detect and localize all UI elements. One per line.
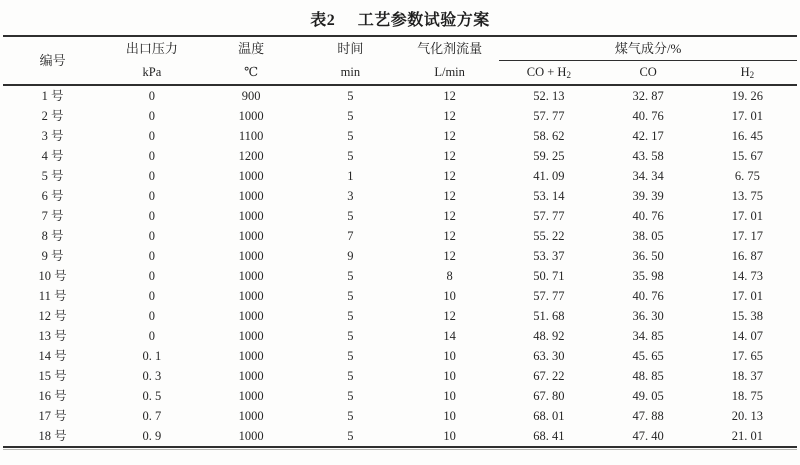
table-cell: 0 [148,129,155,143]
row-id-cell: 18 号 [38,429,67,443]
table-cell: 12 [443,209,456,223]
table-cell: 1000 [238,269,264,283]
table-cell: 40. 76 [632,209,664,223]
table-cell: 34. 85 [632,329,664,343]
table-row [3,266,797,286]
row-id-cell: 12 号 [38,309,67,323]
table-cell: 0 [148,309,155,323]
table-cell: 51. 68 [533,309,565,323]
header-unit-min: min [340,64,361,79]
table-cell: 0 [148,289,155,303]
table-cell: 1000 [238,249,264,263]
header-h2-sub: 2 [749,70,755,80]
table-cell: 12 [443,149,456,163]
table-cell: 0 [148,249,155,263]
table-cell: 5 [347,389,354,403]
table-cell: 1000 [238,109,264,123]
table-cell: 40. 76 [632,109,664,123]
table-cell: 17. 01 [731,289,763,303]
row-id-cell: 4 号 [41,149,64,163]
table-cell: 17. 01 [731,109,763,123]
table-row [3,366,797,386]
table-cell: 5 [347,89,354,103]
table-cell: 57. 77 [533,209,565,223]
table-cell: 55. 22 [533,229,565,243]
table-row [3,186,797,206]
table-cell: 5 [347,349,354,363]
table-cell: 12 [443,109,456,123]
row-id-cell: 5 号 [41,169,64,183]
table-cell: 43. 58 [632,149,664,163]
table-cell: 0 [148,269,155,283]
table-cell: 0 [148,169,155,183]
table-cell: 14 [443,329,456,343]
header-name-row [3,36,797,61]
table-title-text: 工艺参数试验方案 [357,12,490,29]
table-cell: 12 [443,89,456,103]
table-cell: 5 [347,429,354,443]
table-cell: 1000 [238,429,264,443]
table-cell: 14. 07 [731,329,763,343]
table-cell: 15. 67 [731,149,763,163]
table-row [3,306,797,326]
table-cell: 1000 [238,409,264,423]
table-cell: 0 [148,209,155,223]
table-cell: 53. 14 [533,189,565,203]
table-cell: 1000 [238,329,264,343]
table-cell: 18. 75 [731,389,763,403]
table-row [3,346,797,366]
header-gasifier-flow: 气化剂流量 [417,41,483,57]
table-cell: 5 [347,149,354,163]
table-cell: 32. 87 [632,89,664,103]
table-row [3,246,797,266]
table-cell: 1000 [238,229,264,243]
table-cell: 6. 75 [734,169,760,183]
table-row [3,106,797,126]
table-cell: 900 [241,89,261,103]
table-cell: 36. 30 [632,309,664,323]
table-cell: 9 [347,249,354,263]
table-cell: 19. 26 [731,89,763,103]
header-unit-lmin: L/min [434,64,465,79]
table-cell: 35. 98 [632,269,664,283]
header-co-h2-sub: 2 [566,70,571,80]
table-cell: 1000 [238,369,264,383]
table-row [3,226,797,246]
bottom-rule-echo [3,449,797,450]
row-id-cell: 9 号 [41,249,64,263]
table-cell: 17. 65 [731,349,763,363]
table-row [3,386,797,406]
table-cell: 1000 [238,209,264,223]
table-cell: 0. 1 [142,349,162,363]
table-cell: 41. 09 [533,169,565,183]
table-row [3,146,797,166]
table-cell: 0 [148,329,155,343]
header-unit-row [3,61,797,86]
table-title [0,0,800,33]
table-cell: 58. 62 [533,129,565,143]
header-co-h2 [499,61,598,86]
table-cell: 59. 25 [533,149,565,163]
table-cell: 5 [347,129,354,143]
table-cell: 10 [443,429,456,443]
table-cell: 67. 22 [533,369,565,383]
table-cell: 12 [443,229,456,243]
table-cell: 1000 [238,349,264,363]
row-id-cell: 13 号 [38,329,67,343]
table-cell: 5 [347,369,354,383]
table-cell: 10 [443,289,456,303]
table-cell: 7 [347,229,354,243]
table-cell: 0 [148,89,155,103]
table-cell: 1000 [238,389,264,403]
header-id: 编号 [39,53,66,68]
table-cell: 0 [148,229,155,243]
table-cell: 12 [443,189,456,203]
table-cell: 10 [443,369,456,383]
table-cell: 1000 [238,289,264,303]
table-cell: 12 [443,129,456,143]
table-cell: 1200 [238,149,264,163]
table-cell: 0 [148,149,155,163]
table-row [3,126,797,146]
table-row [3,286,797,306]
table-cell: 0. 3 [142,369,162,383]
table-cell: 0 [148,109,155,123]
table-cell: 15. 38 [731,309,763,323]
table-header [3,36,797,85]
table-row [3,406,797,426]
table-cell: 12 [443,169,456,183]
row-id-cell: 15 号 [38,369,67,383]
table-cell: 1000 [238,309,264,323]
table-cell: 1100 [238,129,264,143]
header-co [599,61,698,86]
table-cell: 52. 13 [533,89,565,103]
table-cell: 39. 39 [632,189,664,203]
row-id-cell: 7 号 [41,209,64,223]
header-h2-text: H [740,65,750,79]
table-cell: 17. 01 [731,209,763,223]
header-co-text: CO [639,65,657,79]
table-cell: 0. 5 [142,389,162,403]
table-cell: 47. 40 [632,429,664,443]
header-h2 [698,61,797,86]
header-co-h2-text: CO + H [526,65,567,79]
row-id-cell: 16 号 [38,389,67,403]
table-cell: 48. 85 [632,369,664,383]
table-title-label: 表2 [310,12,336,29]
row-id-cell: 17 号 [38,409,67,423]
table-cell: 3 [347,189,354,203]
row-id-cell: 8 号 [41,229,64,243]
table-cell: 47. 88 [632,409,664,423]
table-cell: 36. 50 [632,249,664,263]
table-cell: 16. 45 [731,129,763,143]
table-cell: 42. 17 [632,129,664,143]
table-cell: 1000 [238,189,264,203]
table-cell: 5 [347,329,354,343]
table-cell: 10 [443,389,456,403]
row-id-cell: 14 号 [38,349,67,363]
table-cell: 5 [347,309,354,323]
table-cell: 12 [443,249,456,263]
table-cell: 21. 01 [731,429,763,443]
table-cell: 0 [148,189,155,203]
table-cell: 1000 [238,169,264,183]
table-cell: 50. 71 [533,269,565,283]
row-id-cell: 3 号 [41,129,64,143]
table-row [3,85,797,106]
table-cell: 48. 92 [533,329,565,343]
header-time: 时间 [337,41,364,57]
table-cell: 17. 17 [731,229,763,243]
table-cell: 10 [443,349,456,363]
table-cell: 68. 01 [533,409,565,423]
header-gas-composition-group: 煤气成分/% [499,36,797,61]
header-unit-celsius: ℃ [244,64,259,79]
table-cell: 67. 80 [533,389,565,403]
table-body [3,85,797,447]
table-cell: 0. 7 [142,409,162,423]
table-cell: 8 [446,269,453,283]
table-cell: 0. 9 [142,429,162,443]
table-cell: 45. 65 [632,349,664,363]
table-row [3,206,797,226]
header-unit-kpa: kPa [142,64,162,79]
table-cell: 49. 05 [632,389,664,403]
table-cell: 20. 13 [731,409,763,423]
table-cell: 13. 75 [731,189,763,203]
table-cell: 5 [347,209,354,223]
table-cell: 40. 76 [632,289,664,303]
table-cell: 57. 77 [533,109,565,123]
table-cell: 38. 05 [632,229,664,243]
header-temperature: 温度 [238,41,265,57]
table-cell: 5 [347,109,354,123]
table-cell: 18. 37 [731,369,763,383]
table-cell: 68. 41 [533,429,565,443]
header-outlet-pressure: 出口压力 [125,41,178,57]
row-id-cell: 11 号 [38,289,67,303]
table-cell: 10 [443,409,456,423]
process-parameter-table [3,35,797,448]
table-cell: 57. 77 [533,289,565,303]
table-cell: 5 [347,409,354,423]
table-cell: 16. 87 [731,249,763,263]
row-id-cell: 6 号 [41,189,64,203]
table-cell: 1 [347,169,354,183]
table-cell: 12 [443,309,456,323]
row-id-cell: 1 号 [41,89,64,103]
table-row [3,166,797,186]
table-row [3,326,797,346]
table-cell: 53. 37 [533,249,565,263]
table-row [3,426,797,447]
table-cell: 14. 73 [731,269,763,283]
row-id-cell: 10 号 [38,269,67,283]
table-cell: 5 [347,269,354,283]
table-cell: 5 [347,289,354,303]
table-cell: 34. 34 [632,169,664,183]
table-cell: 63. 30 [533,349,565,363]
row-id-cell: 2 号 [41,109,64,123]
